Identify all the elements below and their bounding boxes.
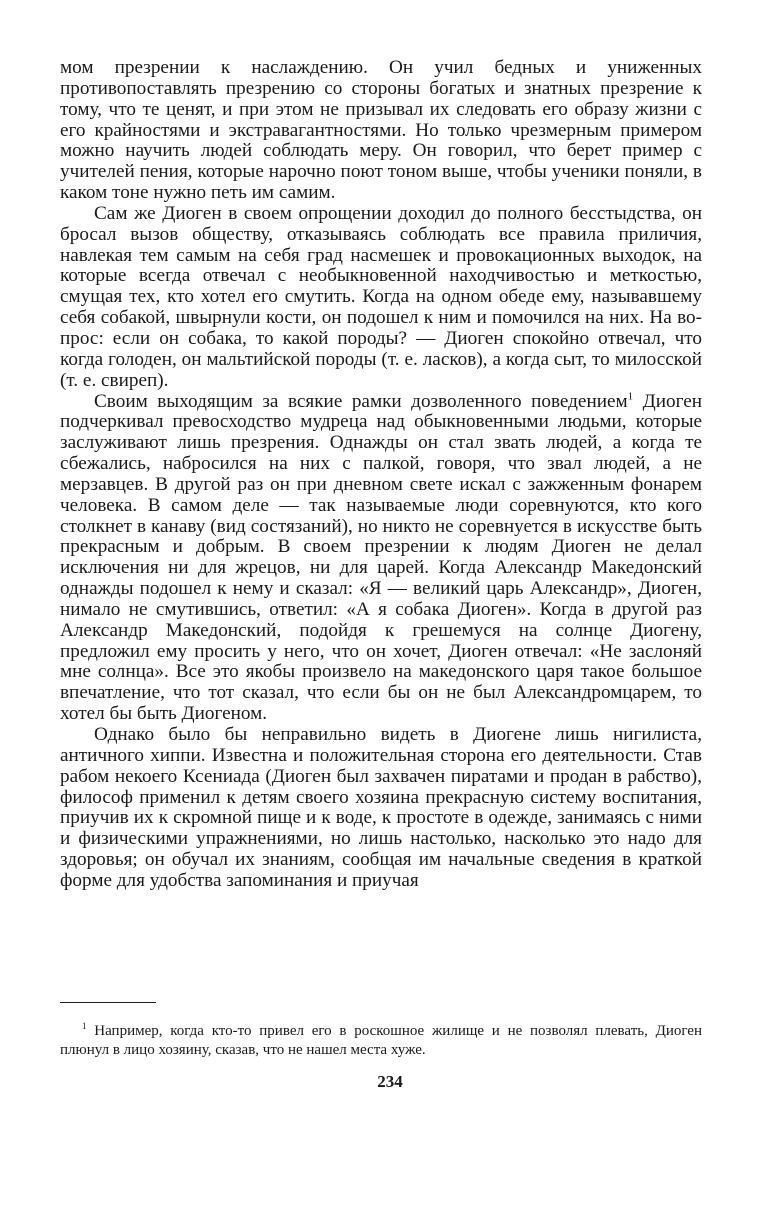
paragraph-2: Сам же Диоген в своем опрощении доходил до полного бесстыдства, он бросал вызов обществу, отказываясь соблюдать все правила приличия, навлекая тем самым на себя град насмешек и провокационных выходок, на которые всегда отвечал с необыкновенной находчивостью и меткостью, смущая тех, кто хотел его смутить. Когда на одном обеде ему, называвшему себя собакой, швырнули кости, он подошел к ним и помочился на них. На вопрос: если он собака, то какой породы? — Диоген спокойно отвечал, что когда голоден, он мальтийской породы (т. е. ласков), а когда сыт, то милосской (т. е. свиреп). — [60, 202, 702, 391]
paragraph-3 — [60, 392, 702, 726]
footnote — [60, 1022, 702, 1060]
paragraph-4: Однако было бы неправильно видеть в Диогене лишь нигилиста, античного хиппи. Известна и положительная сторона его деятельности. Став рабом некоего Ксениада (Диоген был захвачен пиратами и продан в рабство), философ применил к детям своего хозяина прекрасную систему воспитания, приучив их к скромной пище и к воде, к простоте в одежде, занимаясь с ними и физическими упражнениями, но лишь настолько, насколько это надо для здоровья; он обучал их знаниям, сообщая им начальные сведения в краткой форме для удобства запоминания и приучая — [60, 724, 702, 891]
page-number: 234 — [377, 1072, 403, 1091]
paragraph-1: мом презрении к наслаждению. Он учил бедных и униженных противопоставлять презрению со стороны богатых и знатных презрение к тому, что те ценят, и при этом не призывал их следовать его образу жизни с его крайностями и экстравагантностями. Но только чрезмерным примером можно научить людей соблюдать меру. Он говорил, что берет пример с учителей пения, которые нарочно поют тоном выше, чтобы ученики поняли, в каком тоне нужно петь им самим. — [60, 57, 702, 204]
footnote-mark: 1 — [82, 1021, 87, 1031]
footnote-text: Например, когда кто-то привел его в роскошное жилище и не позволял плевать, Диоген плюнул в лицо хозяину, сказав, что не нашел места хуже. — [60, 1023, 702, 1058]
main-text — [60, 58, 702, 892]
footnote-divider — [60, 1002, 156, 1003]
paragraph-3-start: Своим выходящим за всякие рамки дозволенного поведением — [94, 390, 628, 412]
footnote-reference: 1 — [627, 390, 634, 403]
paragraph-3-rest: Диоген подчеркивал превосходство мудреца над обыкновенными людьми, которые заслуживают лишь презрения. Однажды он стал звать людей, а когда те сбежались, набросился на них с палкой, говоря, что звал людей, а не мерзавцев. В другой раз он при дневном свете искал с зажженным фонарем человека. В самом деле — так называемые люди соревнуются, кто кого столкнет в канаву (вид состязаний), но никто не соревнуется в искусстве быть прекрасным и добрым. В своем презрении к людям Диоген не делал исключения ни для жрецов, ни для царей. Когда Александр Македонский однажды подошел к нему и сказал: «Я — великий царь Александр», Диоген, нимало не смутившись, ответил: «А я собака Диоген». Когда в другой раз Александр Македонский, подойдя к грешемуся на солнце Диогену, предложил ему просить у него, что он хочет, Диоген отвечал: «Не заслоняй мне солнца». Все это якобы произвело на македонского царя такое большое впечатление, что тот сказал, что если бы он не был Александромцарем, то хотел бы быть Диогеном. — [60, 390, 702, 725]
